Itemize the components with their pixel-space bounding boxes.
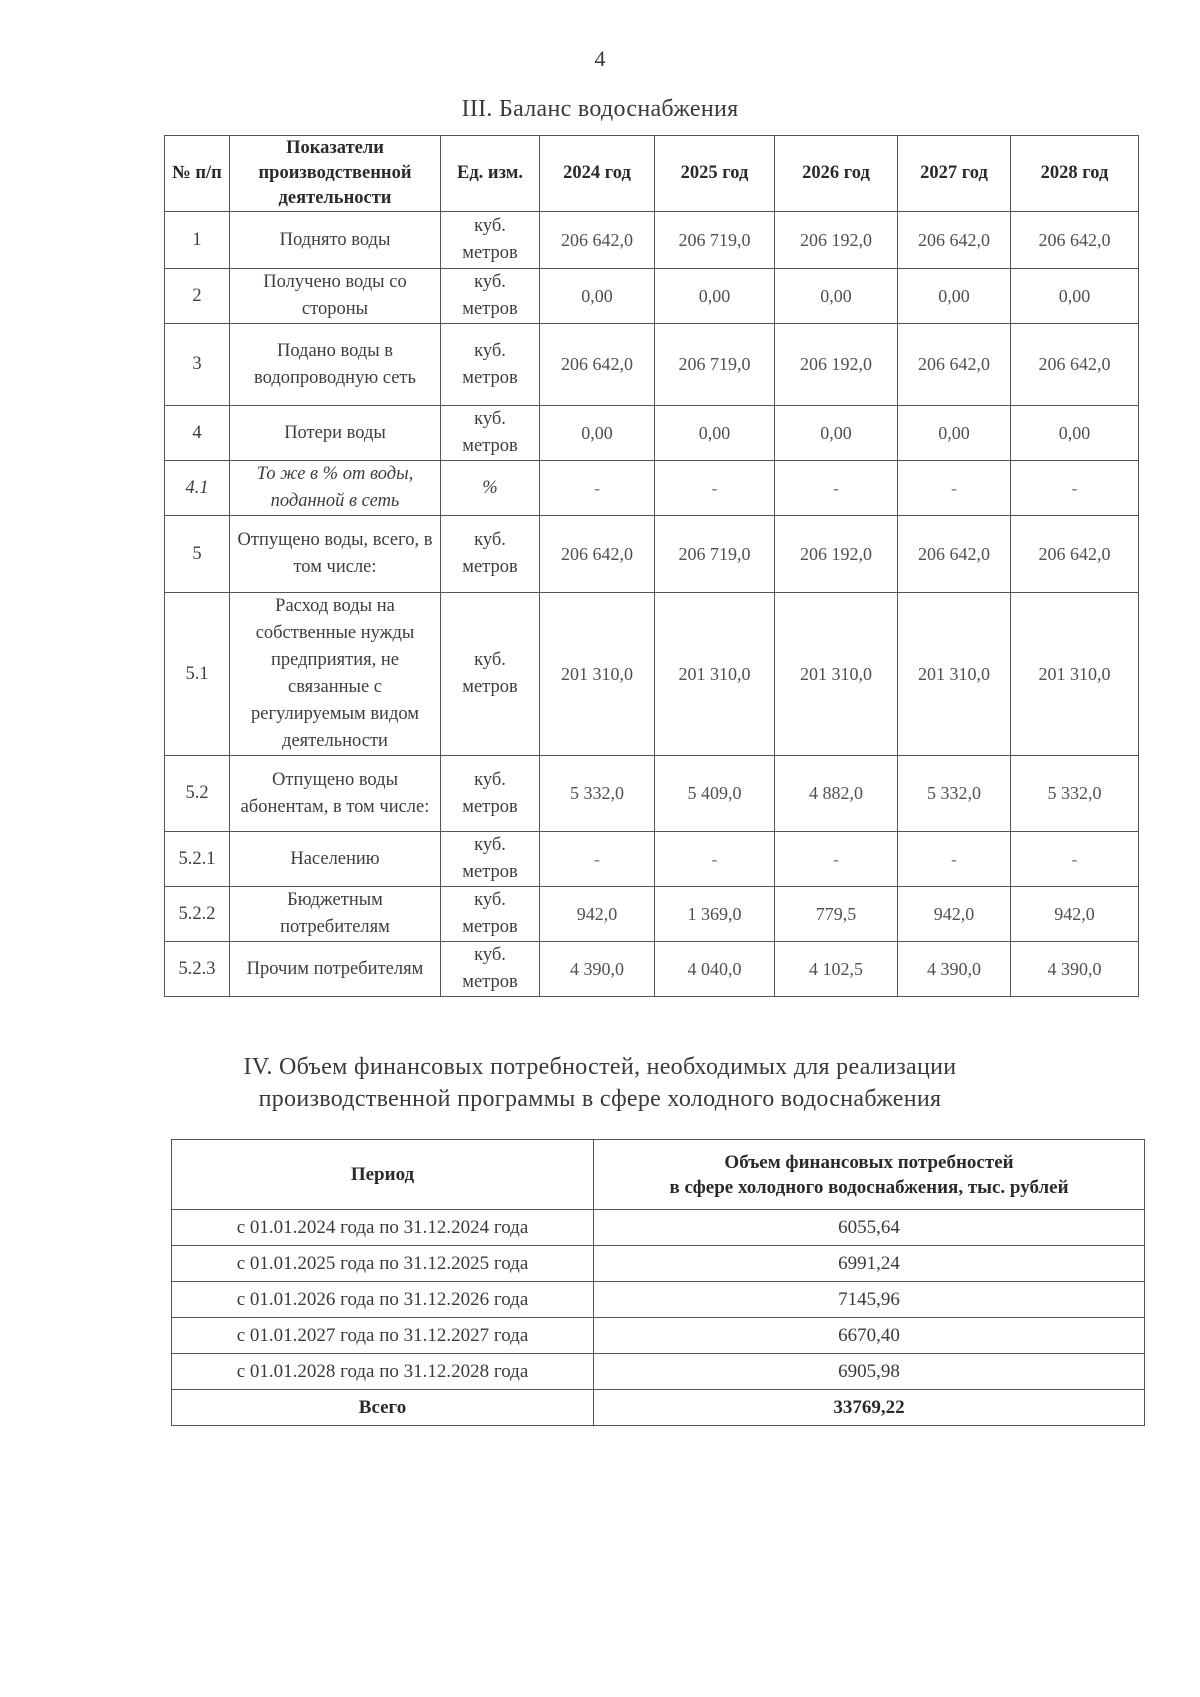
row-indicator: Потери воды xyxy=(230,406,441,461)
row-value: 1 369,0 xyxy=(655,887,775,942)
header-volume-line2: в сфере холодного водоснабжения, тыс. рублей xyxy=(669,1176,1069,1198)
row-indicator: Расход воды на собственные нужды предприятия, не связанные с регулируемым видом деятельности xyxy=(230,593,441,756)
volume-cell: 6991,24 xyxy=(594,1246,1145,1282)
row-value: 4 102,5 xyxy=(775,942,898,997)
row-unit: % xyxy=(441,461,540,516)
row-indicator: Прочим потребителям xyxy=(230,942,441,997)
section-4-title xyxy=(0,1051,1200,1115)
row-indicator: Поднято воды xyxy=(230,212,441,269)
row-value: 206 719,0 xyxy=(655,324,775,406)
balance-row xyxy=(165,406,1139,461)
row-value: 206 192,0 xyxy=(775,212,898,269)
section-3-title: III. Баланс водоснабжения xyxy=(461,96,739,122)
row-unit: куб. метров xyxy=(441,942,540,997)
balance-row xyxy=(165,212,1139,269)
balance-row xyxy=(165,593,1139,756)
balance-row xyxy=(165,942,1139,997)
row-num: 2 xyxy=(165,269,230,324)
row-value: 0,00 xyxy=(655,406,775,461)
row-value: 0,00 xyxy=(1011,269,1139,324)
row-unit: куб. метров xyxy=(441,324,540,406)
balance-row xyxy=(165,756,1139,832)
total-label: Всего xyxy=(172,1390,594,1426)
row-value: 206 642,0 xyxy=(1011,324,1139,406)
row-value: - xyxy=(1011,461,1139,516)
row-value: 4 040,0 xyxy=(655,942,775,997)
row-value: 0,00 xyxy=(898,406,1011,461)
header-volume xyxy=(594,1140,1145,1210)
period-cell: с 01.01.2024 года по 31.12.2024 года xyxy=(172,1210,594,1246)
row-value: - xyxy=(540,461,655,516)
header-unit: Ед. изм. xyxy=(441,136,540,212)
row-value: 942,0 xyxy=(1011,887,1139,942)
page-number: 4 xyxy=(594,46,606,71)
header-year: 2024 год xyxy=(540,136,655,212)
balance-header-row xyxy=(165,136,1139,212)
finance-header-row xyxy=(172,1140,1145,1210)
row-value: 4 390,0 xyxy=(1011,942,1139,997)
row-value: 201 310,0 xyxy=(1011,593,1139,756)
row-value: 206 192,0 xyxy=(775,324,898,406)
row-value: 206 642,0 xyxy=(1011,212,1139,269)
balance-row xyxy=(165,516,1139,593)
header-volume-line1: Объем финансовых потребностей xyxy=(724,1151,1014,1173)
volume-cell: 6905,98 xyxy=(594,1354,1145,1390)
row-indicator: Населению xyxy=(230,832,441,887)
row-value: 779,5 xyxy=(775,887,898,942)
row-value: 5 332,0 xyxy=(1011,756,1139,832)
row-value: - xyxy=(898,832,1011,887)
row-value: 201 310,0 xyxy=(540,593,655,756)
row-value: 5 409,0 xyxy=(655,756,775,832)
header-year: 2025 год xyxy=(655,136,775,212)
balance-row xyxy=(165,832,1139,887)
row-value: 206 642,0 xyxy=(540,516,655,593)
volume-cell: 6055,64 xyxy=(594,1210,1145,1246)
header-year: 2028 год xyxy=(1011,136,1139,212)
row-value: 206 642,0 xyxy=(898,324,1011,406)
finance-row xyxy=(172,1318,1145,1354)
balance-row xyxy=(165,269,1139,324)
row-num: 1 xyxy=(165,212,230,269)
period-cell: с 01.01.2028 года по 31.12.2028 года xyxy=(172,1354,594,1390)
row-value: 0,00 xyxy=(898,269,1011,324)
row-value: - xyxy=(540,832,655,887)
volume-cell: 6670,40 xyxy=(594,1318,1145,1354)
row-value: 201 310,0 xyxy=(775,593,898,756)
row-value: 206 642,0 xyxy=(540,212,655,269)
row-value: 942,0 xyxy=(540,887,655,942)
row-value: 4 390,0 xyxy=(898,942,1011,997)
row-value: 0,00 xyxy=(775,269,898,324)
row-num: 5.2 xyxy=(165,756,230,832)
row-unit: куб. метров xyxy=(441,406,540,461)
row-value: 0,00 xyxy=(1011,406,1139,461)
period-cell: с 01.01.2026 года по 31.12.2026 года xyxy=(172,1282,594,1318)
row-value: 206 642,0 xyxy=(1011,516,1139,593)
row-value: 206 642,0 xyxy=(540,324,655,406)
row-value: - xyxy=(655,832,775,887)
volume-cell: 7145,96 xyxy=(594,1282,1145,1318)
section-4-title-line2: производственной программы в сфере холодного водоснабжения xyxy=(258,1086,942,1112)
row-unit: куб. метров xyxy=(441,593,540,756)
row-value: 201 310,0 xyxy=(655,593,775,756)
header-indicator: Показатели производственной деятельности xyxy=(230,136,441,212)
row-value: 0,00 xyxy=(540,269,655,324)
row-unit: куб. метров xyxy=(441,516,540,593)
total-value: 33769,22 xyxy=(594,1390,1145,1426)
row-value: 206 192,0 xyxy=(775,516,898,593)
row-unit: куб. метров xyxy=(441,832,540,887)
finance-row xyxy=(172,1246,1145,1282)
header-period: Период xyxy=(172,1140,594,1210)
row-value: 0,00 xyxy=(540,406,655,461)
period-cell: с 01.01.2025 года по 31.12.2025 года xyxy=(172,1246,594,1282)
row-value: 201 310,0 xyxy=(898,593,1011,756)
row-value: 206 719,0 xyxy=(655,516,775,593)
row-value: - xyxy=(1011,832,1139,887)
row-value: 0,00 xyxy=(775,406,898,461)
row-value: 0,00 xyxy=(655,269,775,324)
row-unit: куб. метров xyxy=(441,756,540,832)
row-value: 4 882,0 xyxy=(775,756,898,832)
section-4-title-line1: IV. Объем финансовых потребностей, необходимых для реализации xyxy=(243,1054,957,1080)
header-year: 2027 год xyxy=(898,136,1011,212)
balance-row xyxy=(165,887,1139,942)
row-indicator: Отпущено воды абонентам, в том числе: xyxy=(230,756,441,832)
row-indicator: Бюджетным потребителям xyxy=(230,887,441,942)
balance-row xyxy=(165,461,1139,516)
row-value: - xyxy=(775,832,898,887)
row-value: 5 332,0 xyxy=(540,756,655,832)
row-value: - xyxy=(898,461,1011,516)
row-num: 4.1 xyxy=(165,461,230,516)
row-value: - xyxy=(775,461,898,516)
balance-row xyxy=(165,324,1139,406)
header-num: № п/п xyxy=(165,136,230,212)
row-num: 3 xyxy=(165,324,230,406)
row-num: 4 xyxy=(165,406,230,461)
finance-row xyxy=(172,1210,1145,1246)
finance-table xyxy=(171,1139,1145,1426)
row-value: - xyxy=(655,461,775,516)
row-indicator: Отпущено воды, всего, в том числе: xyxy=(230,516,441,593)
finance-row xyxy=(172,1354,1145,1390)
row-num: 5.1 xyxy=(165,593,230,756)
row-unit: куб. метров xyxy=(441,212,540,269)
row-value: 942,0 xyxy=(898,887,1011,942)
period-cell: с 01.01.2027 года по 31.12.2027 года xyxy=(172,1318,594,1354)
row-indicator: Подано воды в водопроводную сеть xyxy=(230,324,441,406)
row-value: 206 719,0 xyxy=(655,212,775,269)
row-num: 5.2.1 xyxy=(165,832,230,887)
row-value: 206 642,0 xyxy=(898,516,1011,593)
row-num: 5.2.3 xyxy=(165,942,230,997)
row-value: 206 642,0 xyxy=(898,212,1011,269)
header-year: 2026 год xyxy=(775,136,898,212)
row-num: 5.2.2 xyxy=(165,887,230,942)
row-unit: куб. метров xyxy=(441,269,540,324)
water-balance-table xyxy=(164,135,1139,997)
row-num: 5 xyxy=(165,516,230,593)
row-value: 5 332,0 xyxy=(898,756,1011,832)
row-unit: куб. метров xyxy=(441,887,540,942)
finance-row xyxy=(172,1282,1145,1318)
row-value: 4 390,0 xyxy=(540,942,655,997)
row-indicator: То же в % от воды, поданной в сеть xyxy=(230,461,441,516)
finance-total-row xyxy=(172,1390,1145,1426)
row-indicator: Получено воды со стороны xyxy=(230,269,441,324)
